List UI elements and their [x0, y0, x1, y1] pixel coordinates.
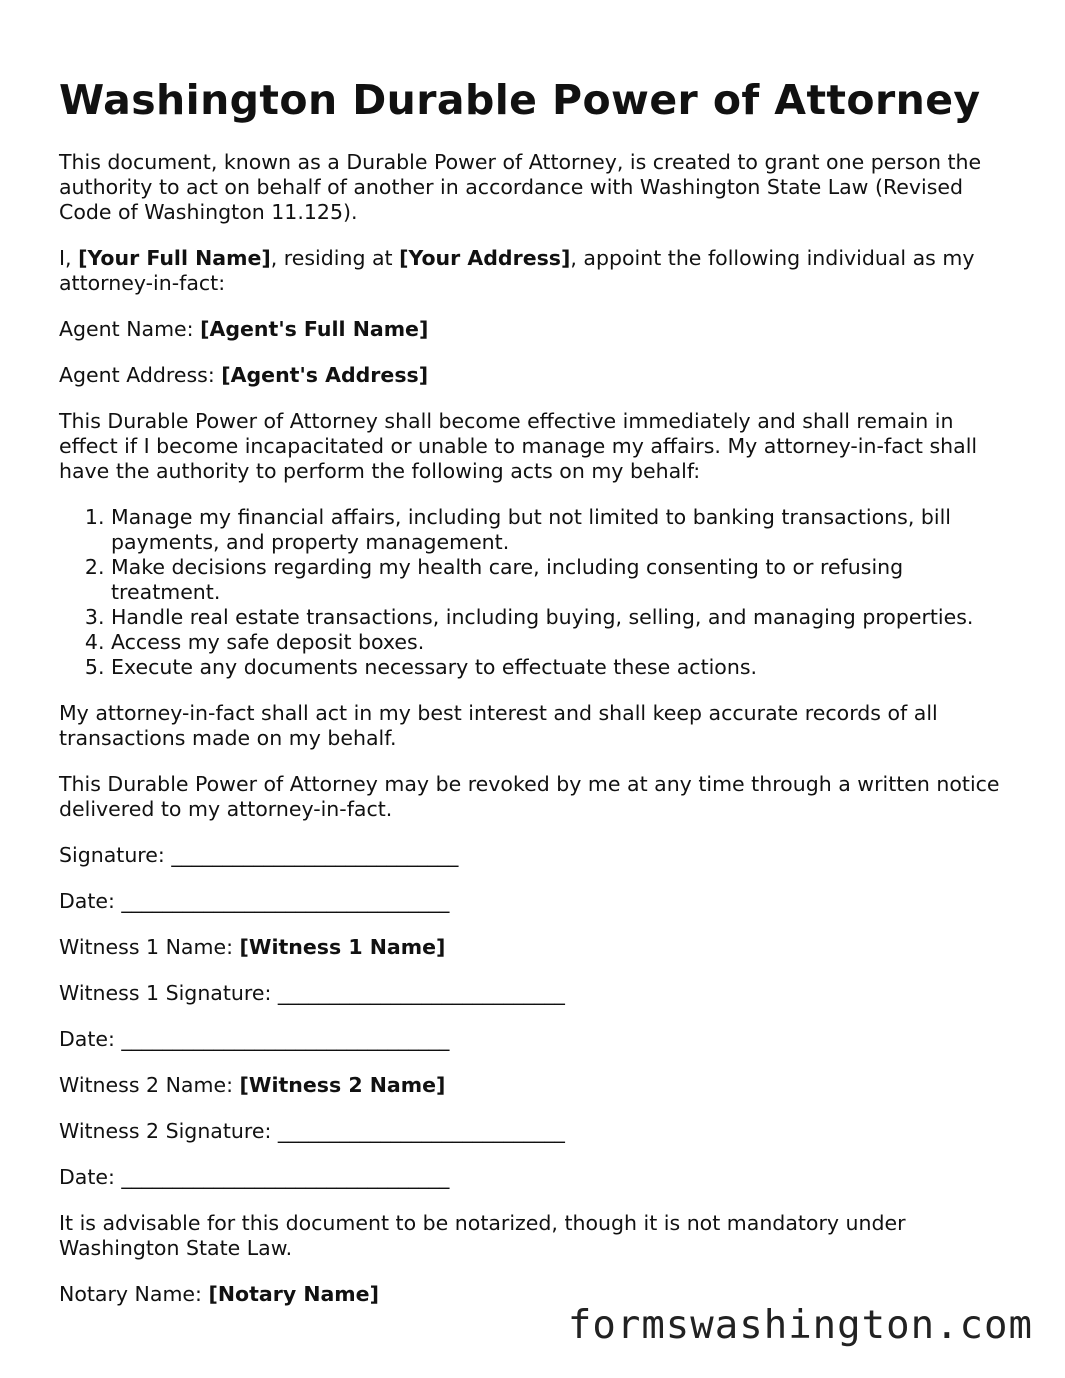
- effective-paragraph: This Durable Power of Attorney shall become effective immediately and shall remain in effect if I become incapacitated or unable to manage my affairs. My attorney-in-fact shall have the authority to perform the following acts on my behalf:: [59, 409, 978, 483]
- witness2-signature-line: Witness 2 Signature: ____________________________: [59, 1119, 565, 1143]
- date-line: Date: ________________________________: [59, 1165, 450, 1189]
- appoint-prefix: I,: [59, 246, 79, 270]
- agent-address-label: Agent Address:: [59, 363, 222, 387]
- witness1-signature-line: Witness 1 Signature: ____________________________: [59, 981, 565, 1005]
- agent-address-placeholder: [Agent's Address]: [221, 363, 429, 387]
- site-watermark: formswashington.com: [567, 1303, 1033, 1348]
- witness2-name-label: Witness 2 Name:: [59, 1073, 240, 1097]
- records-paragraph: My attorney-in-fact shall act in my best interest and shall keep accurate records of all transactions made on my behalf.: [59, 701, 938, 750]
- agent-name-placeholder: [Agent's Full Name]: [200, 317, 429, 341]
- document-title: Washington Durable Power of Attorney: [59, 76, 981, 124]
- agent-name-line: [59, 317, 1009, 342]
- witness1-name-line: [59, 935, 1009, 960]
- appoint-suffix: , appoint the following individual as my attorney-in-fact:: [59, 246, 975, 295]
- agent-name-label: Agent Name:: [59, 317, 201, 341]
- list-item: 1. Manage my financial affairs, including but not limited to banking transactions, bill payments, and property management.: [111, 505, 1009, 555]
- notary-name-placeholder: [Notary Name]: [208, 1282, 379, 1306]
- powers-list: [59, 505, 1009, 680]
- intro-paragraph: This document, known as a Durable Power of Attorney, is created to grant one person the authority to act on behalf of another in accordance with Washington State Law (Revised Code of Washington 11.125).: [59, 150, 982, 224]
- your-address-placeholder: [Your Address]: [399, 246, 571, 270]
- appointment-paragraph: [59, 246, 1009, 296]
- list-item: 3. Handle real estate transactions, including buying, selling, and managing properties.: [111, 605, 1009, 630]
- document-page: [59, 70, 1009, 1328]
- notary-name-label: Notary Name:: [59, 1282, 209, 1306]
- witness2-name-placeholder: [Witness 2 Name]: [239, 1073, 446, 1097]
- appoint-mid: , residing at: [270, 246, 400, 270]
- date-line: Date: ________________________________: [59, 1027, 450, 1051]
- signature-line: Signature: ____________________________: [59, 843, 459, 867]
- your-name-placeholder: [Your Full Name]: [78, 246, 271, 270]
- list-item: 4. Access my safe deposit boxes.: [111, 630, 1009, 655]
- witness1-name-placeholder: [Witness 1 Name]: [239, 935, 446, 959]
- witness2-name-line: [59, 1073, 1009, 1098]
- revoke-paragraph: This Durable Power of Attorney may be revoked by me at any time through a written notice delivered to my attorney-in-fact.: [59, 772, 1000, 821]
- agent-address-line: [59, 363, 1009, 388]
- list-item: 5. Execute any documents necessary to effectuate these actions.: [111, 655, 1009, 680]
- date-line: Date: ________________________________: [59, 889, 450, 913]
- witness1-name-label: Witness 1 Name:: [59, 935, 240, 959]
- notary-note-paragraph: It is advisable for this document to be notarized, though it is not mandatory under Washington State Law.: [59, 1211, 906, 1260]
- list-item: 2. Make decisions regarding my health care, including consenting to or refusing treatment.: [111, 555, 1009, 605]
